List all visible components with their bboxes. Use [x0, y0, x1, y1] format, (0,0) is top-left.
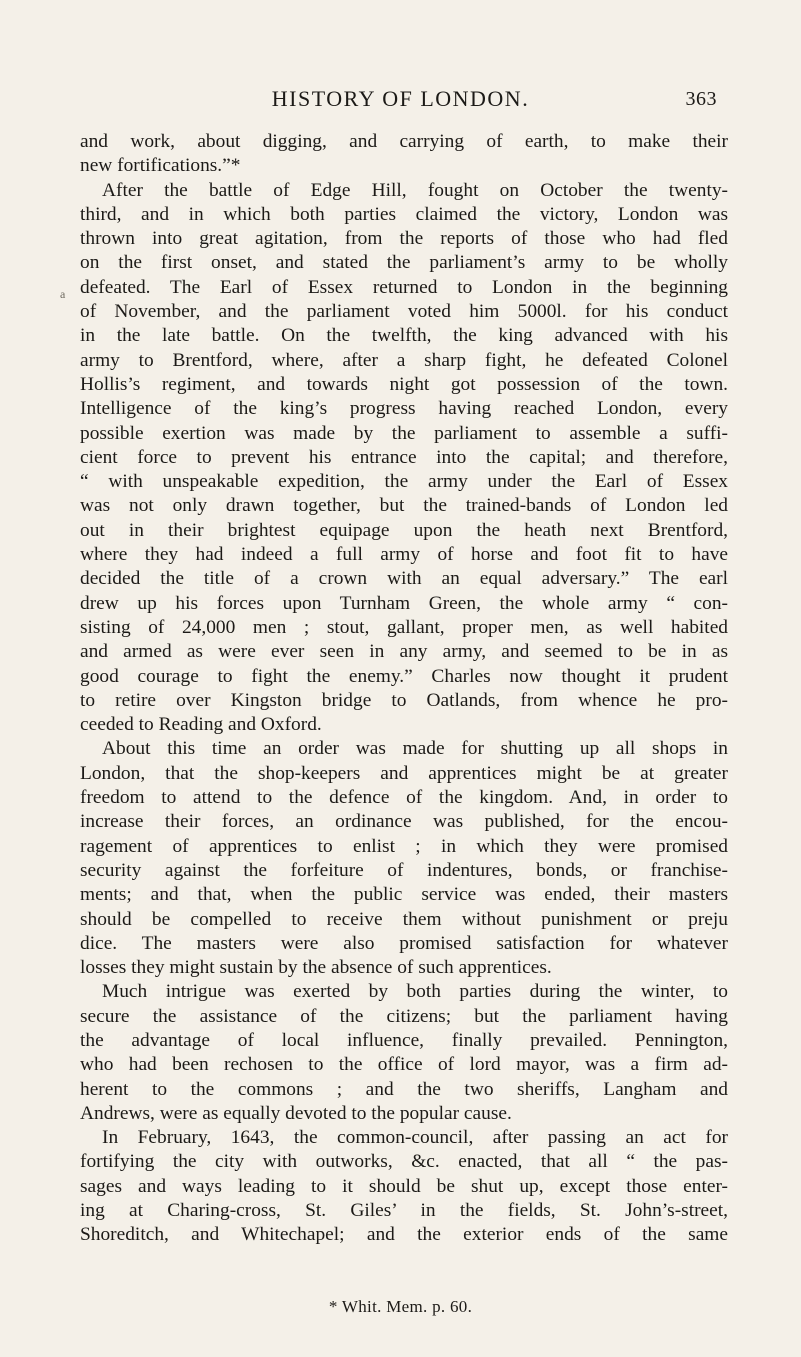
text-line: ments; and that, when the public service was ended, their masters: [80, 884, 728, 906]
text-line: London, that the shop-keepers and apprentices might be at greater: [80, 762, 728, 784]
text-line: fortifying the city with outworks, &c. enacted, that all “ the pas-: [80, 1151, 728, 1173]
text-line: army to Brentford, where, after a sharp fight, he defeated Colonel: [80, 349, 728, 371]
text-line: to retire over Kingston bridge to Oatlands, from whence he pro-: [80, 689, 728, 711]
text-line: After the battle of Edge Hill, fought on October the twenty-: [102, 179, 728, 201]
text-line: dice. The masters were also promised satisfaction for whatever: [80, 932, 728, 954]
text-line: decided the title of a crown with an equal adversary.” The earl: [80, 568, 728, 590]
text-line: possible exertion was made by the parliament to assemble a suffi-: [80, 422, 728, 444]
text-line: losses they might sustain by the absence of such apprentices.: [80, 957, 552, 979]
text-line: secure the assistance of the citizens; but the parliament having: [80, 1005, 728, 1027]
body-text: [80, 130, 728, 1248]
text-line: new fortifications.”*: [80, 155, 241, 177]
text-line: Shoreditch, and Whitechapel; and the exterior ends of the same: [80, 1224, 728, 1246]
text-line: defeated. The Earl of Essex returned to London in the beginning: [80, 276, 728, 298]
text-line: sages and ways leading to it should be shut up, except those enter-: [80, 1175, 728, 1197]
text-line: Much intrigue was exerted by both parties during the winter, to: [102, 981, 728, 1003]
text-line: in the late battle. On the twelfth, the king advanced with his: [80, 325, 728, 347]
text-line: increase their forces, an ordinance was published, for the encou-: [80, 811, 728, 833]
text-line: cient force to prevent his entrance into the capital; and therefore,: [80, 446, 728, 468]
running-head: [0, 86, 801, 116]
text-line: sisting of 24,000 men ; stout, gallant, proper men, as well habited: [80, 616, 728, 638]
page-number: 363: [685, 88, 717, 110]
text-line: In February, 1643, the common-council, after passing an act for: [102, 1127, 728, 1149]
text-line: security against the forfeiture of indentures, bonds, or franchise-: [80, 859, 728, 881]
text-line: About this time an order was made for shutting up all shops in: [102, 738, 728, 760]
text-line: drew up his forces upon Turnham Green, the whole army “ con-: [80, 592, 728, 614]
text-line: should be compelled to receive them without punishment or preju: [80, 908, 728, 930]
text-line: ceeded to Reading and Oxford.: [80, 714, 322, 736]
text-line: ragement of apprentices to enlist ; in which they were promised: [80, 835, 728, 857]
text-line: Intelligence of the king’s progress having reached London, every: [80, 398, 728, 420]
text-line: and armed as were ever seen in any army, and seemed to be in as: [80, 641, 728, 663]
text-line: out in their brightest equipage upon the heath next Brentford,: [80, 519, 728, 541]
text-line: where they had indeed a full army of horse and foot fit to have: [80, 544, 728, 566]
text-line: Hollis’s regiment, and towards night got possession of the town.: [80, 373, 728, 395]
running-title: HISTORY OF LONDON.: [271, 86, 530, 111]
text-line: herent to the commons ; and the two sheriffs, Langham and: [80, 1078, 728, 1100]
text-line: freedom to attend to the defence of the kingdom. And, in order to: [80, 787, 728, 809]
text-line: the advantage of local influence, finally prevailed. Pennington,: [80, 1029, 728, 1051]
text-line: was not only drawn together, but the trained-bands of London led: [80, 495, 728, 517]
margin-mark: a: [60, 287, 66, 301]
text-line: of November, and the parliament voted him 5000l. for his conduct: [80, 301, 728, 323]
footnote: * Whit. Mem. p. 60.: [328, 1297, 473, 1316]
text-line: “ with unspeakable expedition, the army under the Earl of Essex: [80, 471, 728, 493]
text-line: on the first onset, and stated the parliament’s army to be wholly: [80, 252, 728, 274]
text-line: ing at Charing-cross, St. Giles’ in the fields, St. John’s-street,: [80, 1200, 728, 1222]
text-line: third, and in which both parties claimed the victory, London was: [80, 203, 728, 225]
text-line: and work, about digging, and carrying of earth, to make their: [80, 131, 728, 152]
text-line: Andrews, were as equally devoted to the popular cause.: [80, 1102, 512, 1124]
text-line: thrown into great agitation, from the reports of those who had fled: [80, 228, 728, 250]
text-line: good courage to fight the enemy.” Charles now thought it prudent: [80, 665, 728, 687]
text-line: who had been rechosen to the office of lord mayor, was a firm ad-: [80, 1054, 728, 1076]
